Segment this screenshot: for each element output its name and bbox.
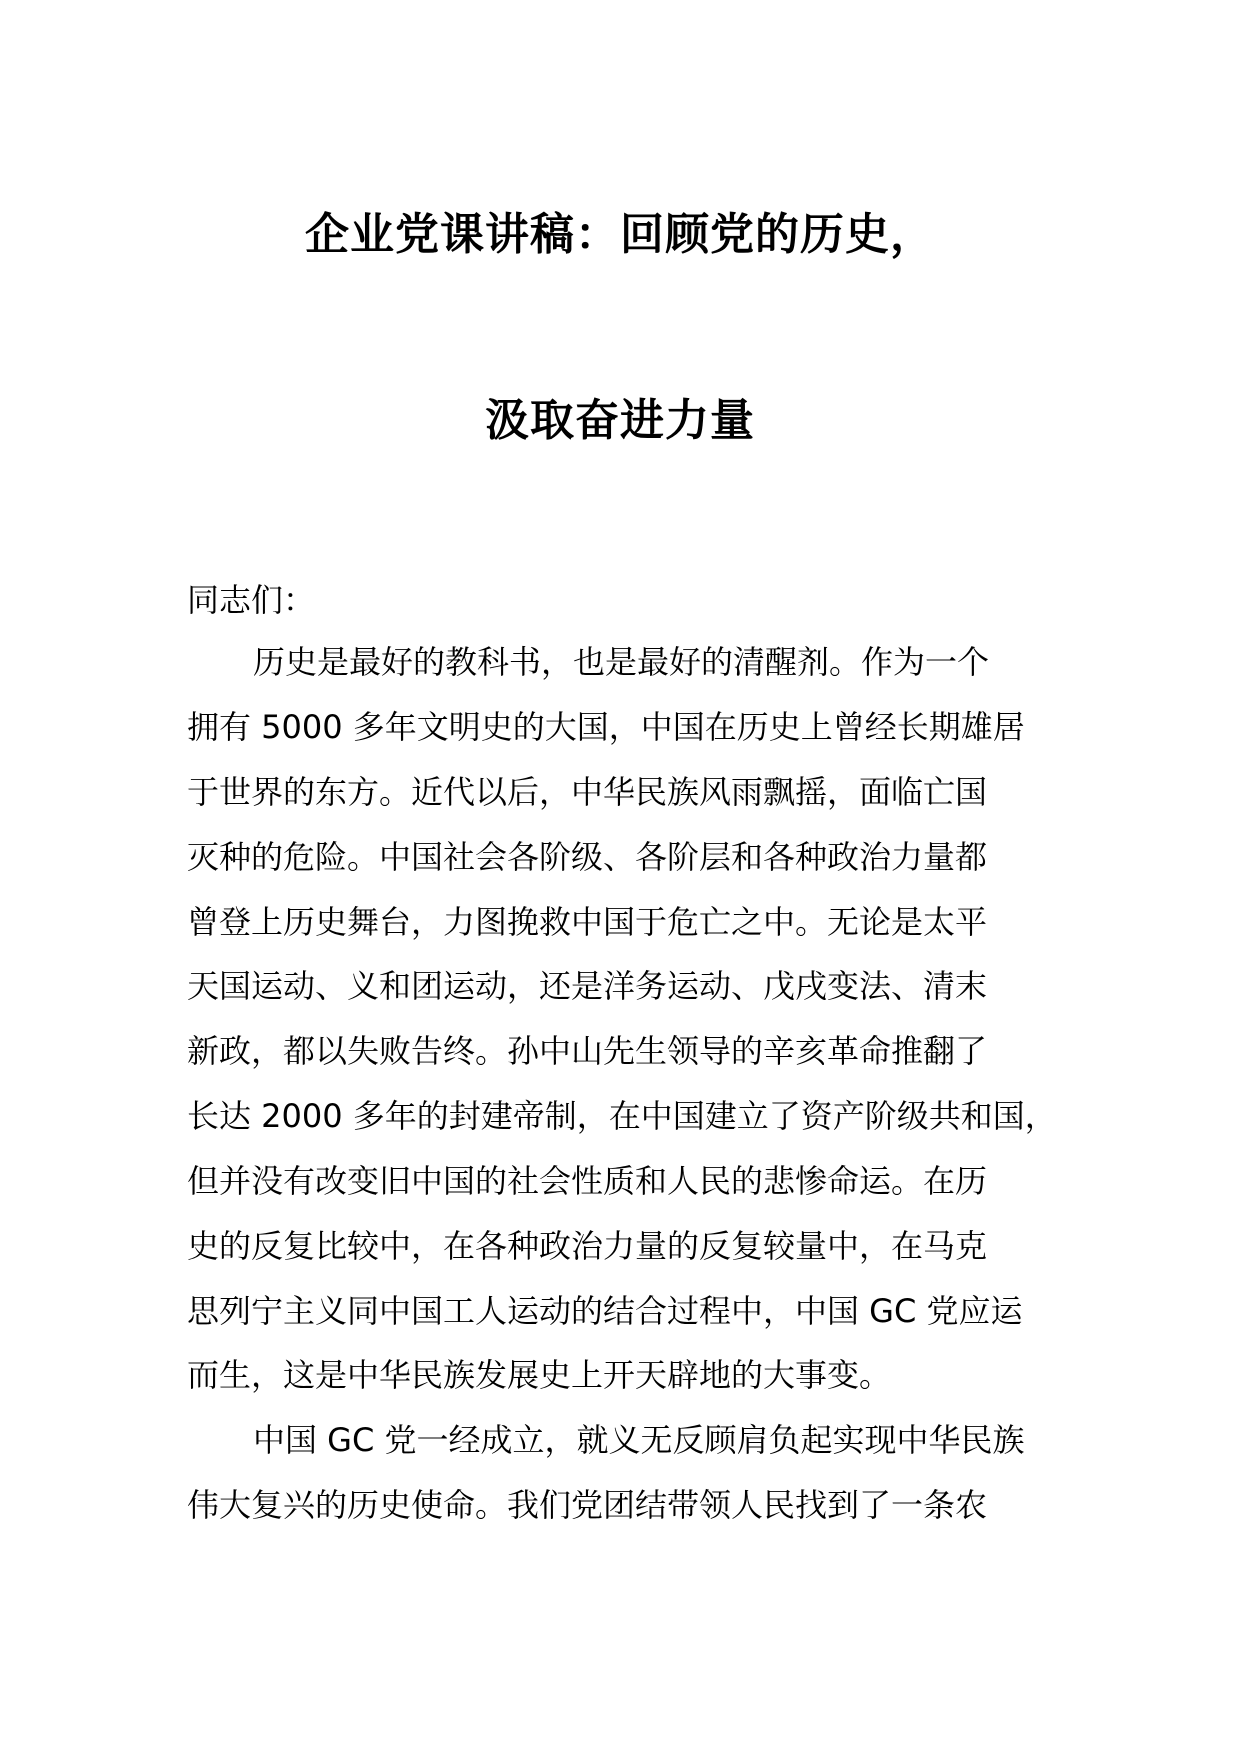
body-line: 中国 GC 党一经成立，就义无反顾肩负起实现中华民族 bbox=[253, 1421, 1025, 1459]
body-line: 史的反复比较中，在各种政治力量的反复较量中，在马克 bbox=[187, 1227, 988, 1265]
salutation: 同志们： bbox=[187, 581, 316, 619]
document-title-line-1: 企业党课讲稿：回顾党的历史， bbox=[305, 209, 935, 260]
body-line: 但并没有改变旧中国的社会性质和人民的悲惨命运。在历 bbox=[187, 1162, 988, 1200]
body-line: 曾登上历史舞台，力图挽救中国于危亡之中。无论是太平 bbox=[187, 903, 988, 941]
body-line: 灭种的危险。中国社会各阶级、各阶层和各种政治力量都 bbox=[187, 838, 988, 876]
body-line: 拥有 5000 多年文明史的大国，中国在历史上曾经长期雄居 bbox=[187, 708, 1025, 746]
body-line: 于世界的东方。近代以后，中华民族风雨飘摇，面临亡国 bbox=[187, 773, 988, 811]
body-line: 伟大复兴的历史使命。我们党团结带领人民找到了一条农 bbox=[187, 1486, 988, 1524]
body-line: 而生，这是中华民族发展史上开天辟地的大事变。 bbox=[187, 1356, 892, 1394]
body-line: 历史是最好的教科书，也是最好的清醒剂。作为一个 bbox=[253, 643, 990, 681]
body-line: 思列宁主义同中国工人运动的结合过程中，中国 GC 党应运 bbox=[187, 1292, 1023, 1330]
document-title-line-2: 汲取奋进力量 bbox=[485, 395, 755, 446]
body-line: 新政，都以失败告终。孙中山先生领导的辛亥革命推翻了 bbox=[187, 1032, 988, 1070]
body-line: 长达 2000 多年的封建帝制，在中国建立了资产阶级共和国， bbox=[187, 1097, 1057, 1135]
body-line: 天国运动、义和团运动，还是洋务运动、戊戌变法、清末 bbox=[187, 967, 988, 1005]
